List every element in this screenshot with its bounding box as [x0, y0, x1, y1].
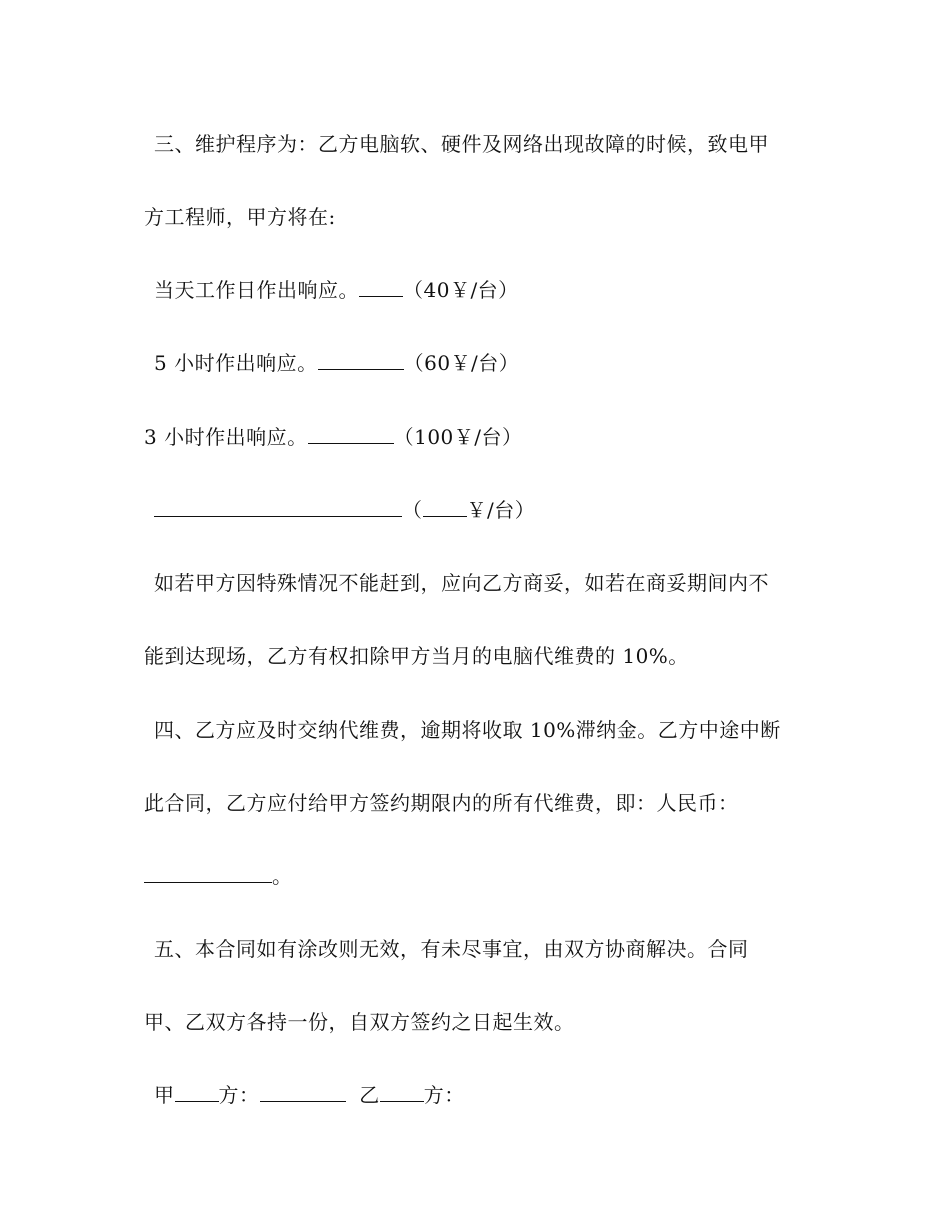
rmb-amount-blank [144, 864, 272, 883]
paragraph-4-end: 。 [272, 864, 293, 888]
option-4-price-blank [423, 498, 467, 517]
option-2-text: 5 小时作出响应。 [154, 351, 318, 375]
option-1-text: 当天工作日作出响应。 [154, 278, 359, 302]
option-2-blank [318, 351, 404, 370]
party-b-label-2: 方： [423, 1083, 465, 1107]
paragraph-4-line-3 [144, 863, 293, 889]
option-2-line [154, 350, 519, 376]
option-3-blank [308, 425, 394, 444]
paragraph-3-line-1: 三、维护程序为：乙方电脑软、硬件及网络出现故障的时候，致电甲 [154, 132, 769, 156]
party-b-label-1: 乙 [359, 1083, 380, 1107]
option-3-price: （100￥/台） [393, 425, 523, 449]
party-a-signature-blank [260, 1083, 346, 1102]
option-4-price-open: （ [402, 498, 423, 522]
option-4-line [154, 497, 535, 523]
paragraph-5-line-2: 甲、乙双方各持一份，自双方签约之日起生效。 [144, 1010, 575, 1034]
option-1-blank [359, 278, 403, 297]
paragraph-3-line-2: 方工程师，甲方将在: [144, 205, 336, 229]
signature-line [154, 1082, 465, 1108]
option-4-description-blank [154, 498, 402, 517]
party-a-title-blank [175, 1083, 219, 1102]
party-a-label-2: 方： [218, 1083, 260, 1107]
late-clause-line-1: 如若甲方因特殊情况不能赶到，应向乙方商妥，如若在商妥期间内不 [154, 571, 769, 595]
option-1-price: （40￥/台） [403, 278, 519, 302]
option-3-line [144, 424, 523, 450]
option-1-line [154, 277, 519, 303]
option-4-price-close: ￥/台） [466, 498, 536, 522]
late-clause-line-2: 能到达现场，乙方有权扣除甲方当月的电脑代维费的 10%。 [144, 644, 689, 668]
option-3-text: 3 小时作出响应。 [144, 425, 308, 449]
party-b-title-blank [380, 1083, 424, 1102]
party-a-label-1: 甲 [154, 1083, 175, 1107]
option-2-price: （60￥/台） [403, 351, 520, 375]
paragraph-4-line-2: 此合同，乙方应付给甲方签约期限内的所有代维费，即：人民币： [144, 791, 739, 815]
paragraph-5-line-1: 五、本合同如有涂改则无效，有未尽事宜，由双方协商解决。合同 [154, 937, 749, 961]
paragraph-4-line-1: 四、乙方应及时交纳代维费，逾期将收取 10%滞纳金。乙方中途中断 [154, 718, 781, 742]
